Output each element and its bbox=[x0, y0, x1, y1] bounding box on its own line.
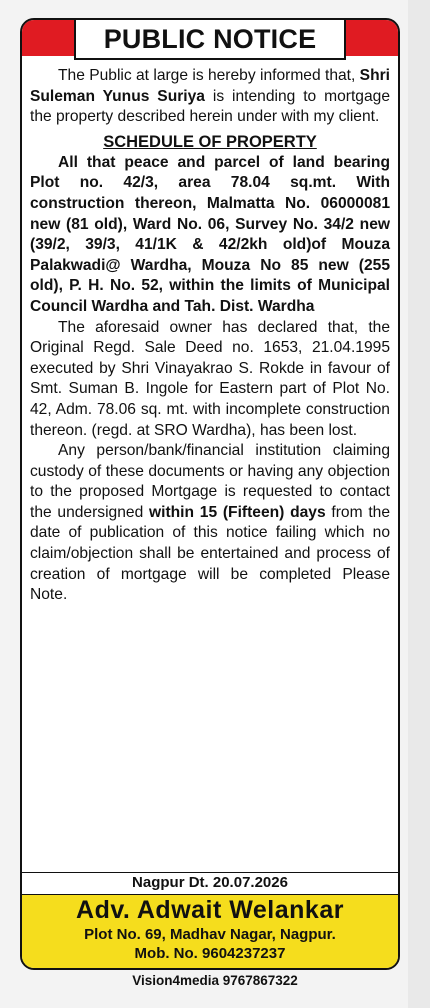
intro-paragraph bbox=[30, 66, 390, 128]
advocate-name: Adv. Adwait Welankar bbox=[76, 896, 344, 924]
public-notice-box bbox=[20, 18, 400, 970]
schedule-paragraph: All that peace and parcel of land bearing Plot no. 42/3, area 78.04 sq.mt. With construction thereon, Malmatta No. 06000081 new (81 old), Ward No. 06, Survey No. 34/2 new (39/2, 39/3, 41/1K & 42/2kh old)of Mouza Palakwadi@ Wardha, Mouza No 85 new (255 old), P. H. No. 52, within the limits of Municipal Council Wardha and Tah. Dist. Wardha bbox=[30, 153, 390, 315]
declaration-paragraph: The aforesaid owner has declared that, the Original Regd. Sale Deed no. 1653, 21.04.1995 executed by Shri Vinayakrao S. Rokde in favour of Smt. Suman B. Ingole for Eastern part of Plot No. 42, Adm. 78.06 sq. mt. with incomplete construction thereon. (regd. at SRO Wardha), has been lost. bbox=[30, 318, 390, 439]
schedule-heading: SCHEDULE OF PROPERTY bbox=[103, 132, 317, 151]
place-date: Nagpur Dt. 20.07.2026 bbox=[22, 872, 398, 893]
advocate-address: Plot No. 69, Madhav Nagar, Nagpur. bbox=[84, 926, 336, 943]
objection-paragraph bbox=[30, 441, 390, 606]
advocate-mobile: Mob. No. 9604237237 bbox=[134, 945, 286, 962]
agency-line: Vision4media 9767867322 bbox=[132, 973, 298, 988]
objection-text-post: from the date of publication of this notice failing which no claim/objection shall be entertained and process of creation of mortgage will be completed Please Note. bbox=[30, 503, 390, 604]
owner-name: Shri Suleman Yunus Suriya bbox=[30, 67, 390, 105]
objection-text-pre: Any person/bank/financial institution claiming custody of these documents or having any objection to the proposed Mortgage is requested to contact the undersigned bbox=[30, 442, 390, 521]
intro-text-post: is intending to mortgage the property described herein under with my client. bbox=[30, 87, 390, 126]
objection-deadline: within 15 (Fifteen) days bbox=[149, 503, 326, 521]
advocate-footer bbox=[22, 894, 398, 968]
page-margin-strip bbox=[408, 0, 430, 1008]
header-title-box bbox=[74, 20, 346, 60]
notice-body bbox=[30, 66, 390, 606]
notice-title: PUBLIC NOTICE bbox=[103, 24, 317, 54]
intro-text-pre: The Public at large is hereby informed that, bbox=[58, 67, 360, 84]
